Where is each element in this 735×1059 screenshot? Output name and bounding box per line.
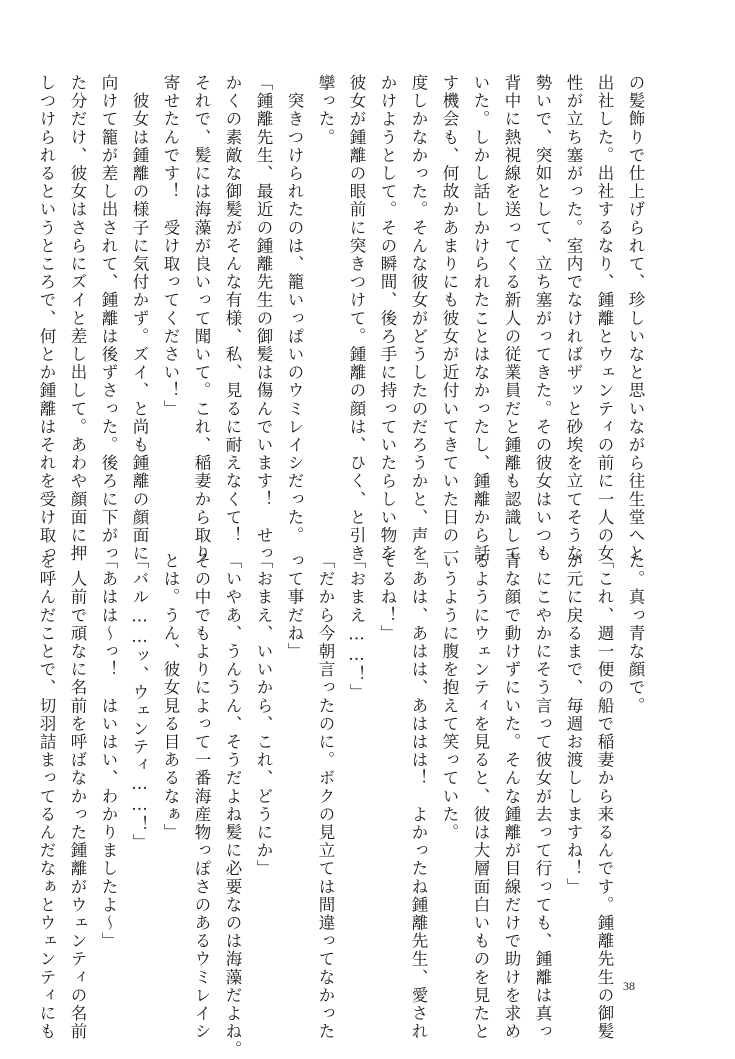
text-line: 性が立ち塞がった。室内でなければザッと砂埃を立てそうな bbox=[564, 74, 583, 563]
text-line: その中でもよりによって一番海産物っぽさのあるウミレイシ bbox=[192, 552, 211, 1041]
text-line: いた。しかし話しかけられたことはなかったし、鍾離から話 bbox=[471, 74, 490, 563]
text-line: 「おまえ……！」 bbox=[347, 552, 366, 702]
text-line: 勢いで、突如として、立ち塞がってきた。その彼女はいつも bbox=[533, 74, 552, 563]
text-line: とは。うん、彼女見る目あるなぁ」 bbox=[161, 552, 180, 842]
text-line: しつけられるというところで、何とか鍾離はそれを受け取っ bbox=[37, 74, 56, 563]
text-line: を呼んだことで、切羽詰まってるんだなぁとウェンティにも bbox=[37, 552, 56, 1041]
text-line: 青な顔で動けずにいた。そんな鍾離が目線だけで助けを求め bbox=[502, 552, 521, 1041]
text-line: 「バル……ッ、ウェンティ……！」 bbox=[130, 552, 149, 852]
text-line: いうように腹を抱えて笑っていた。 bbox=[440, 552, 459, 842]
text-line: てるね！」 bbox=[378, 552, 397, 643]
text-line: るようにウェンティを見ると、彼は大層面白いものを見たと bbox=[471, 552, 490, 1041]
text-line: す機会も、何故かあまりにも彼女が近付いてきていた日の一 bbox=[440, 74, 459, 563]
text-line: 寄せたんです！ 受け取ってください！」 bbox=[161, 74, 180, 418]
text-line: 「あは、あはは、あははは！ よかったね鍾離先生、愛され bbox=[409, 552, 428, 1041]
text-line: かくの素敵な御髪がそんな有様、私、見るに耐えなくて！ bbox=[223, 74, 242, 545]
text-line: にこやかにそう言って彼女が去って行っても、鍾離は真っ bbox=[533, 552, 552, 1041]
text-line: 攣った。 bbox=[316, 74, 335, 147]
text-line: 「おまえ、いいから、これ、どうにか」 bbox=[254, 552, 273, 878]
text-line: の髪飾りで仕上げられて、珍しいなと思いながら往生堂へと bbox=[626, 74, 645, 563]
text-line: 背中に熱視線を送ってくる新人の従業員だと鍾離も認識して bbox=[502, 74, 521, 563]
text-line: 人前で頑なに名前を呼ばなかった鍾離がウェンティの名前 bbox=[68, 552, 87, 1041]
text-line: 「あはは～っ！ はいはい、わかりましたよ～」 bbox=[99, 552, 118, 951]
text-line: 突きつけられたのは、籠いっぱいのウミレイシだった。 bbox=[285, 74, 304, 545]
text-line: 向けて籠が差し出されて、鍾離は後ずさった。後ろに下がっ bbox=[99, 74, 118, 563]
text-line: 出社した。出社するなり、鍾離とウェンティの前に一人の女 bbox=[595, 74, 614, 563]
text-line: 度しかなかった。そんな彼女がどうしたのだろうかと、声を bbox=[409, 74, 428, 563]
text-line: た。真っ青な顔で。 bbox=[626, 552, 645, 715]
text-line: 彼女が鍾離の眼前に突きつけて。鍾離の顔は、ひく、と引き bbox=[347, 74, 366, 563]
text-line: かけようとして。その瞬間、後ろ手に持っていたらしい物を bbox=[378, 74, 397, 563]
text-line: 彼女は鍾離の様子に気付かず。ズイ、と尚も鍾離の顔面に bbox=[130, 74, 149, 563]
text-line: が元に戻るまで、毎週お渡ししますね！」 bbox=[564, 552, 583, 896]
text-line: って事だね」 bbox=[285, 552, 304, 661]
page-number: 38 bbox=[623, 979, 635, 993]
text-line: 「だから今朝言ったのに。ボクの見立ては間違ってなかった bbox=[316, 552, 335, 1041]
text-line: 「これ、週一便の船で稲妻から来るんです。鍾離先生の御髪 bbox=[595, 552, 614, 1041]
text-line: 「いやあ、うんうん、そうだよね髪に必要なのは海藻だよね。 bbox=[223, 552, 242, 1059]
text-line: それで、髪には海藻が良いって聞いて。これ、稲妻から取り bbox=[192, 74, 211, 563]
upper-text-block bbox=[31, 74, 651, 563]
text-line: 「鍾離先生、最近の鍾離先生の御髪は傷んでいます！ せっ bbox=[254, 74, 273, 563]
text-line: た分だけ、彼女はさらにズイと差し出して。あわや顔面に押 bbox=[68, 74, 87, 563]
